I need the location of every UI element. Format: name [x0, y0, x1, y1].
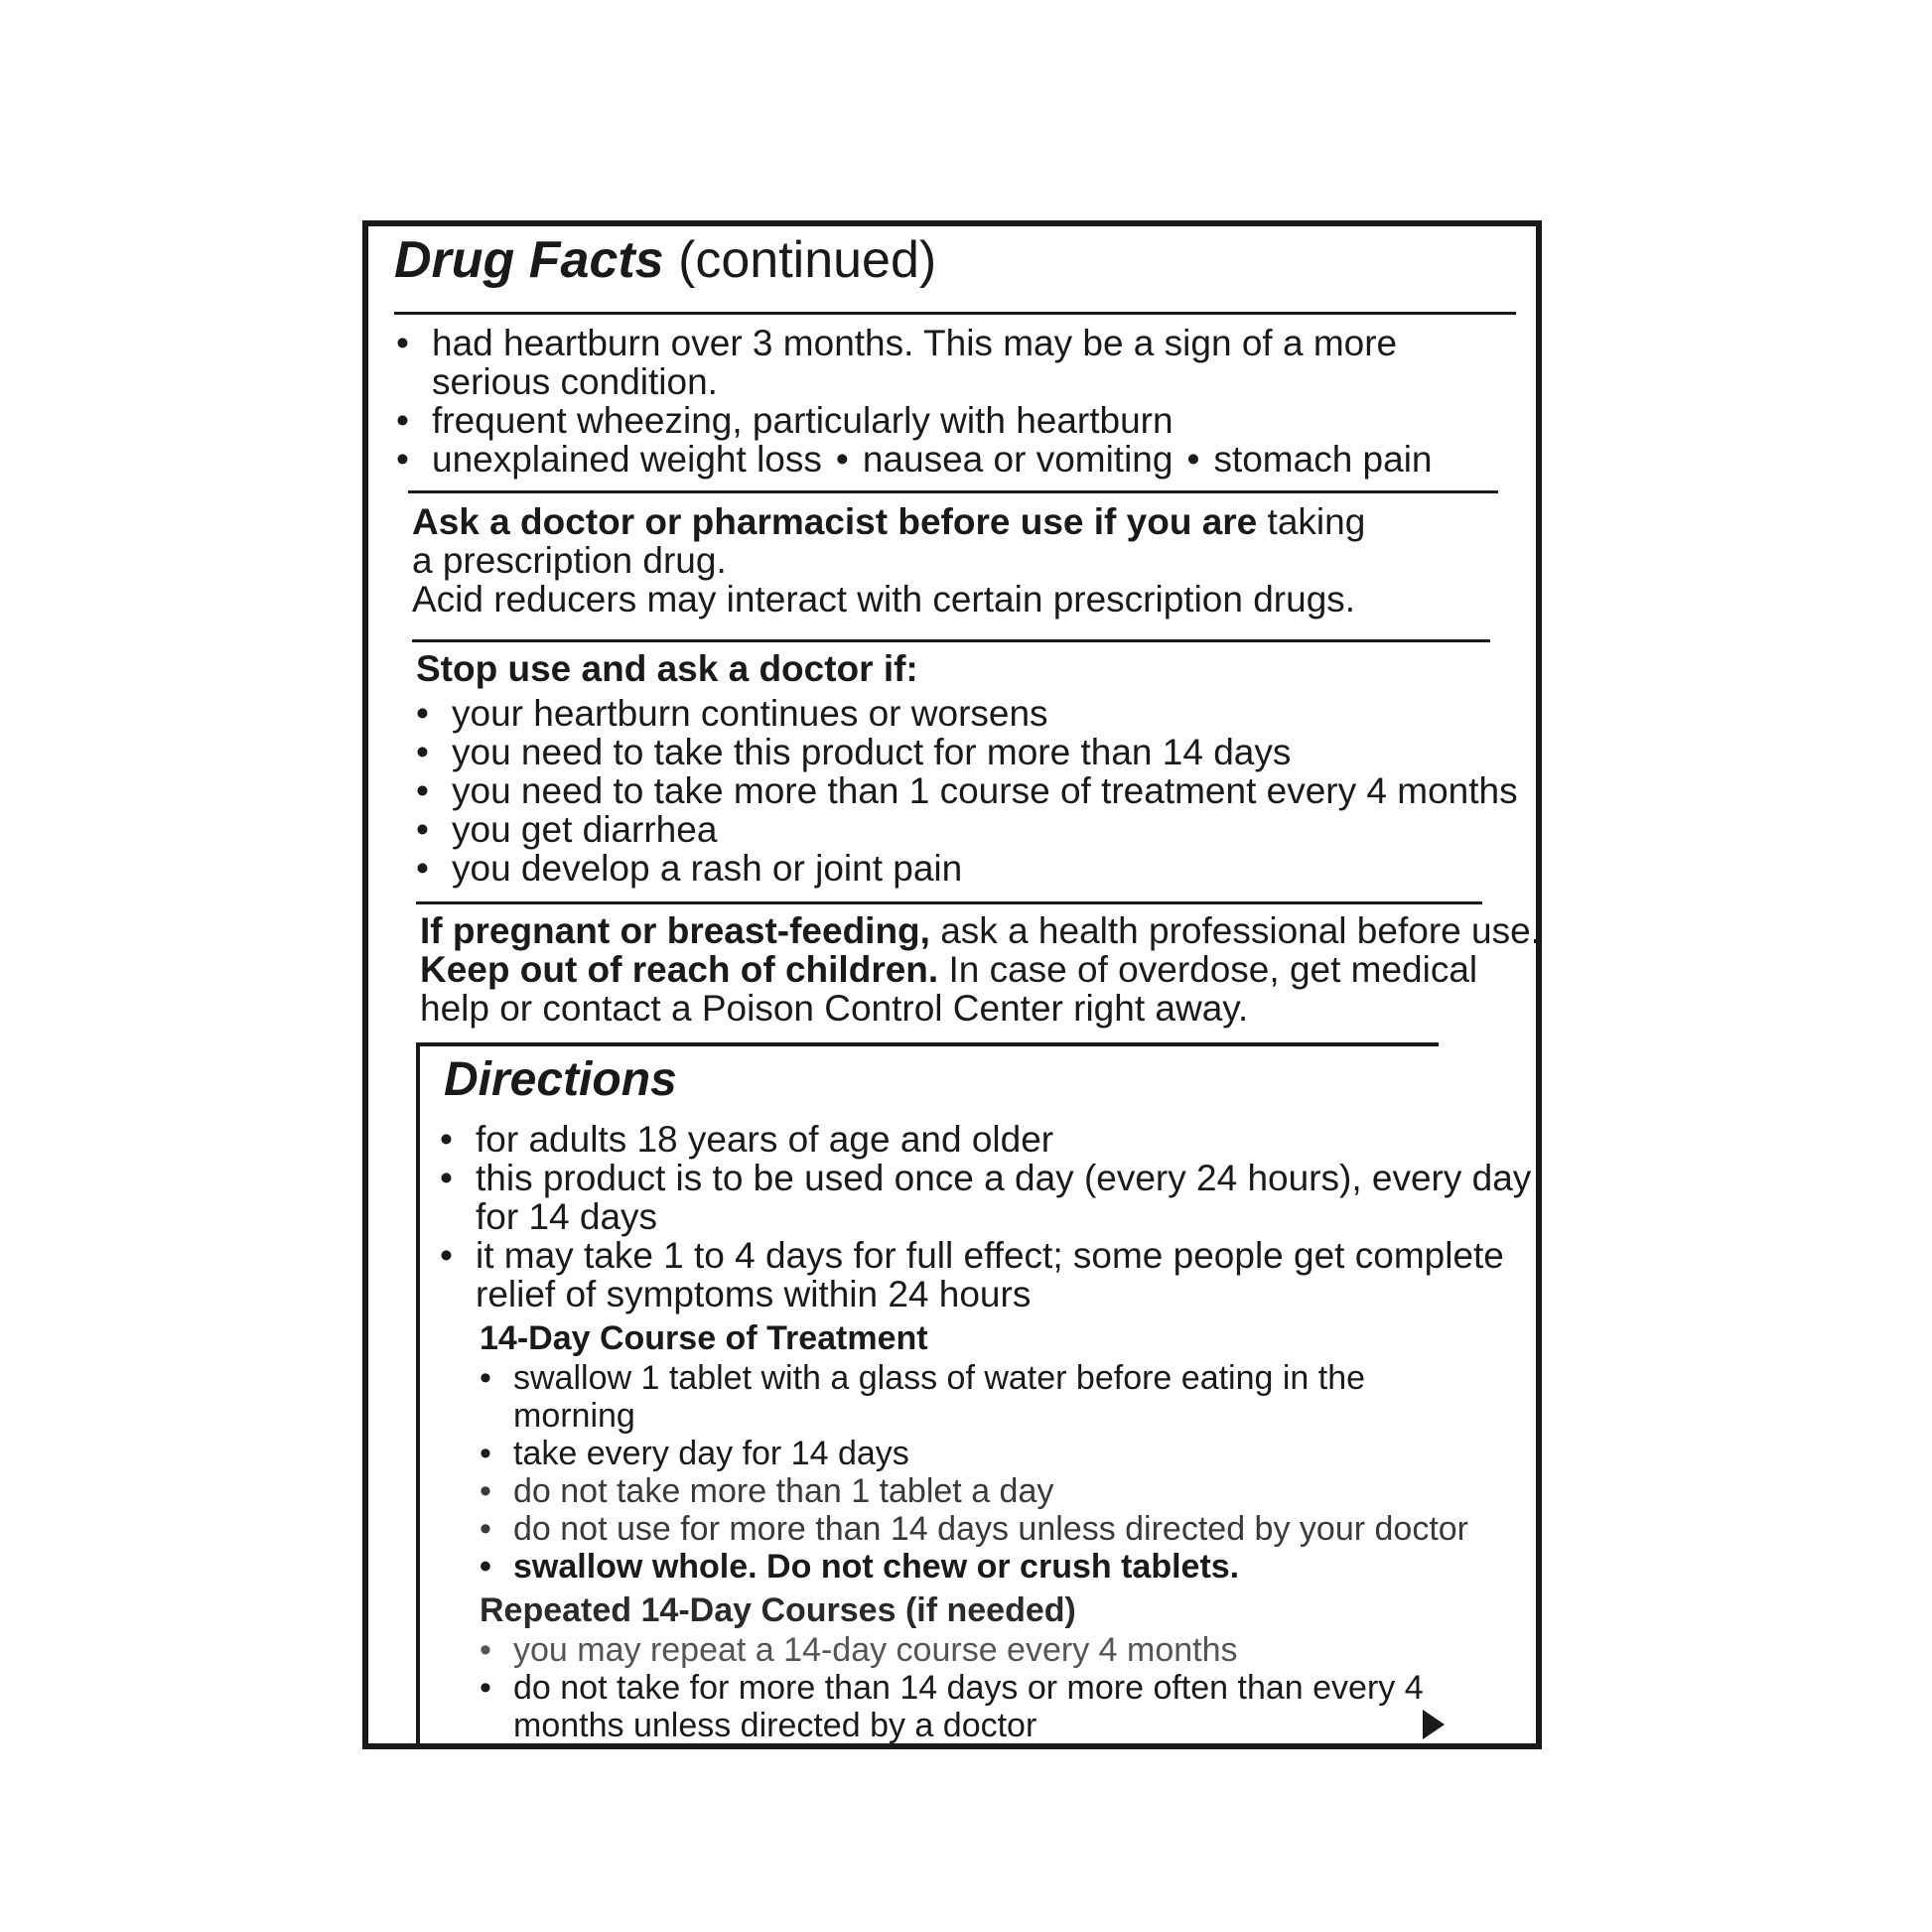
directions-list	[440, 1119, 1532, 1744]
page-title	[394, 232, 936, 289]
list-item: • frequent wheezing, particularly with heartburn	[396, 401, 1508, 440]
pregnancy-section	[420, 910, 1541, 1029]
list-item: • do not take for more than 14 days or more often than every 4 months unless directed by a doctor	[480, 1669, 1433, 1744]
list-item: • for adults 18 years of age and older	[440, 1120, 1433, 1159]
directions-heading: Directions	[444, 1053, 677, 1106]
title-continued: (continued)	[678, 231, 937, 289]
list-item: • you get diarrhea	[416, 810, 1508, 849]
list-item: • this product is to be used once a day (every 24 hours), every day for 14 days	[440, 1159, 1433, 1236]
course-heading: 14-Day Course of Treatment	[480, 1319, 928, 1357]
title-drug-facts: Drug Facts	[394, 231, 664, 289]
divider	[394, 312, 1516, 315]
list-item: • swallow 1 tablet with a glass of water before eating in the morning	[480, 1359, 1433, 1435]
list-item: • you need to take more than 1 course of treatment every 4 months	[416, 771, 1508, 810]
list-item: • do not take more than 1 tablet a day	[480, 1472, 1433, 1510]
list-item: • you need to take this product for more than 14 days	[416, 733, 1508, 771]
repeated-heading: Repeated 14-Day Courses (if needed)	[480, 1591, 1076, 1629]
list-item: • your heartburn continues or worsens	[416, 694, 1508, 733]
list-item: • you may repeat a 14-day course every 4 months	[480, 1631, 1433, 1669]
directions-section	[416, 1042, 1532, 1749]
list-item: • you develop a rash or joint pain	[416, 849, 1508, 888]
pharmacist-warning: Ask a doctor or pharmacist before use if you are taking a prescription drug.	[412, 501, 1366, 581]
keep-out-warning: Keep out of reach of children. In case of overdose, get medical help or contact a Poison Control Center right away.	[420, 949, 1478, 1029]
divider	[408, 490, 1498, 493]
list-item: • unexplained weight loss • nausea or vomiting • stomach pain	[396, 440, 1508, 479]
list-item: • do not use for more than 14 days unless directed by your doctor	[480, 1510, 1433, 1548]
stop-use-heading: Stop use and ask a doctor if:	[416, 648, 918, 689]
divider	[412, 639, 1490, 642]
list-item: • swallow whole. Do not chew or crush tablets.	[480, 1548, 1433, 1586]
continue-arrow-icon	[1423, 1710, 1445, 1739]
pharmacist-note: Acid reducers may interact with certain prescription drugs.	[412, 579, 1356, 620]
list-item: • had heartburn over 3 months. This may be a sign of a more serious condition.	[396, 324, 1445, 401]
pharmacist-section	[412, 502, 1385, 619]
list-item: • it may take 1 to 4 days for full effect; some people get complete relief of symptoms within 24 hours	[440, 1236, 1433, 1313]
list-item: • take every day for 14 days	[480, 1435, 1433, 1472]
course-section	[440, 1319, 1468, 1744]
pregnancy-warning: If pregnant or breast-feeding, ask a health professional before use.	[420, 910, 1541, 951]
drug-facts-panel	[362, 220, 1542, 1749]
divider	[416, 901, 1482, 904]
stop-use-section	[416, 648, 1518, 889]
ask-doctor-section	[396, 324, 1508, 479]
